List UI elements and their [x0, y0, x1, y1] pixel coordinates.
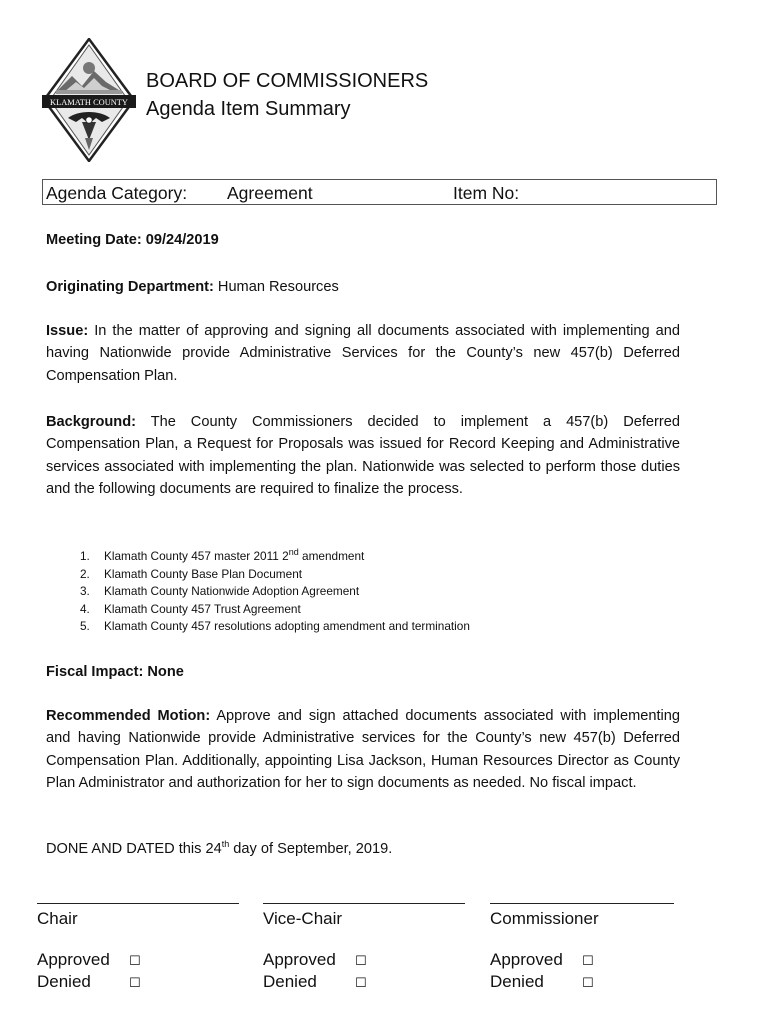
document-subtitle: Agenda Item Summary [146, 98, 351, 120]
signature-block-chair: Chair Approved ☐ Denied ☐ [37, 903, 239, 993]
signature-role: Chair [37, 909, 78, 928]
signature-line [490, 903, 674, 904]
list-item: 1. Klamath County 457 master 2011 2nd amendment [80, 547, 365, 563]
signature-role: Vice-Chair [263, 909, 343, 928]
originating-department-value: Human Resources [217, 279, 339, 295]
agenda-category-label: Agenda Category: [46, 183, 188, 203]
denied-checkbox[interactable]: ☐ [129, 975, 141, 990]
item-no-label: Item No: [453, 183, 520, 203]
signature-block-commissioner: Commissioner Approved ☐ Denied ☐ [490, 903, 674, 993]
agenda-category-value: Agreement [227, 183, 313, 203]
issue-label: Issue: [46, 323, 89, 339]
signature-line [263, 903, 465, 904]
required-documents-list [80, 548, 470, 636]
background-text: The County Commissioners decided to implement a 457(b) Deferred Compensation Plan, a Request for Proposals was issued for Record Keeping and Administrative services associated with implementing the plan. Nationwide was selected to perform those duties and the following documents are required to finalize the process. [46, 414, 680, 497]
agenda-category-box [42, 179, 717, 205]
board-title: BOARD OF COMMISSIONERS [146, 70, 429, 92]
svg-text:KLAMATH COUNTY: KLAMATH COUNTY [50, 98, 128, 107]
fiscal-impact: Fiscal Impact: None [46, 664, 184, 680]
signature-block-vice-chair: Vice-Chair Approved ☐ Denied ☐ [263, 903, 465, 993]
background-label: Background: [46, 414, 136, 430]
recommended-motion-paragraph [46, 705, 680, 794]
issue-text: In the matter of approving and signing all documents associated with implementing and having Nationwide provide Administrative Services for the County’s new 457(b) Deferred Compensation Plan. [46, 323, 681, 384]
denied-checkbox[interactable]: ☐ [582, 975, 594, 990]
klamath-county-logo [42, 38, 136, 162]
originating-department-label: Originating Department: [46, 279, 214, 295]
meeting-date: Meeting Date: 09/24/2019 [46, 232, 219, 248]
issue-paragraph [46, 320, 680, 387]
originating-department [46, 276, 680, 298]
approved-checkbox[interactable]: ☐ [355, 953, 367, 968]
background-paragraph [46, 411, 680, 500]
done-and-dated: DONE AND DATED this 24th day of September, 2019. [46, 839, 393, 857]
approved-checkbox[interactable]: ☐ [582, 953, 594, 968]
list-item: 5. Klamath County 457 resolutions adopting amendment and termination [80, 619, 470, 633]
denied-checkbox[interactable]: ☐ [355, 975, 367, 990]
list-item: 3. Klamath County Nationwide Adoption Agreement [80, 584, 360, 598]
signature-role: Commissioner [490, 909, 599, 928]
recommended-motion-label: Recommended Motion: [46, 708, 211, 724]
signature-line [37, 903, 239, 904]
list-item: 2. Klamath County Base Plan Document [80, 566, 303, 581]
approved-checkbox[interactable]: ☐ [129, 953, 141, 968]
list-item: 4. Klamath County 457 Trust Agreement [80, 601, 301, 616]
recommended-motion-text: Approve and sign attached documents associated with implementing and having Nationwide provide Administrative services for the County’s new 457(b) Deferred Compensation Plan. Additionally, appointing Lisa Jackson, Human Resources Director as County Plan Administrator and authorization for her to sign documents as needed. No fiscal impact. [46, 708, 681, 791]
